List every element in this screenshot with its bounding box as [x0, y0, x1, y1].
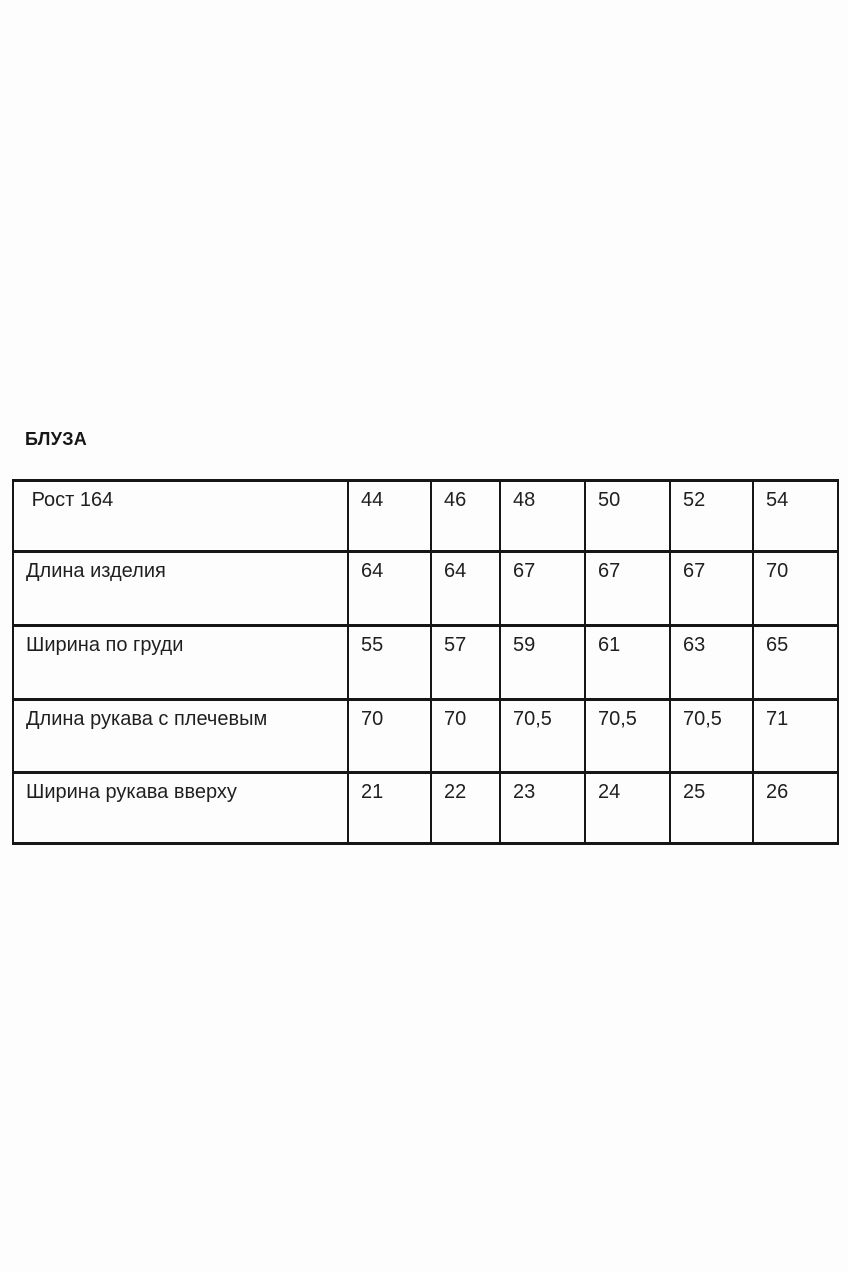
measurement-value: 24: [585, 773, 670, 844]
measurement-value: 64: [348, 552, 431, 626]
size-value: 48: [500, 481, 585, 552]
measurement-value: 70: [753, 552, 838, 626]
table-row-sleeve-length: [13, 700, 838, 773]
size-value: 44: [348, 481, 431, 552]
measurement-value: 67: [670, 552, 753, 626]
row-label-sleeve-top-width: Ширина рукава вверху: [13, 773, 348, 844]
measurement-value: 70: [431, 700, 500, 773]
row-label-chest-width: Ширина по груди: [13, 626, 348, 700]
measurement-value: 65: [753, 626, 838, 700]
table-row-sizes: [13, 481, 838, 552]
measurement-value: 67: [500, 552, 585, 626]
size-value: 54: [753, 481, 838, 552]
measurement-value: 70: [348, 700, 431, 773]
measurement-value: 70,5: [670, 700, 753, 773]
table-row-chest-width: [13, 626, 838, 700]
size-table: [12, 479, 839, 845]
measurement-value: 57: [431, 626, 500, 700]
size-value: 50: [585, 481, 670, 552]
measurement-value: 21: [348, 773, 431, 844]
measurement-value: 25: [670, 773, 753, 844]
measurement-value: 23: [500, 773, 585, 844]
garment-title: БЛУЗА: [25, 429, 88, 449]
measurement-value: 64: [431, 552, 500, 626]
measurement-value: 70,5: [500, 700, 585, 773]
measurement-value: 63: [670, 626, 753, 700]
measurement-value: 71: [753, 700, 838, 773]
table-row-sleeve-top-width: [13, 773, 838, 844]
measurement-value: 26: [753, 773, 838, 844]
size-value: 46: [431, 481, 500, 552]
size-value: 52: [670, 481, 753, 552]
measurement-value: 70,5: [585, 700, 670, 773]
measurement-value: 67: [585, 552, 670, 626]
measurement-value: 22: [431, 773, 500, 844]
measurement-value: 59: [500, 626, 585, 700]
measurement-value: 61: [585, 626, 670, 700]
measurement-value: 55: [348, 626, 431, 700]
table-row-garment-length: [13, 552, 838, 626]
row-label-height: Рост 164: [13, 481, 348, 552]
row-label-garment-length: Длина изделия: [13, 552, 348, 626]
row-label-sleeve-length: Длина рукава с плечевым: [13, 700, 348, 773]
